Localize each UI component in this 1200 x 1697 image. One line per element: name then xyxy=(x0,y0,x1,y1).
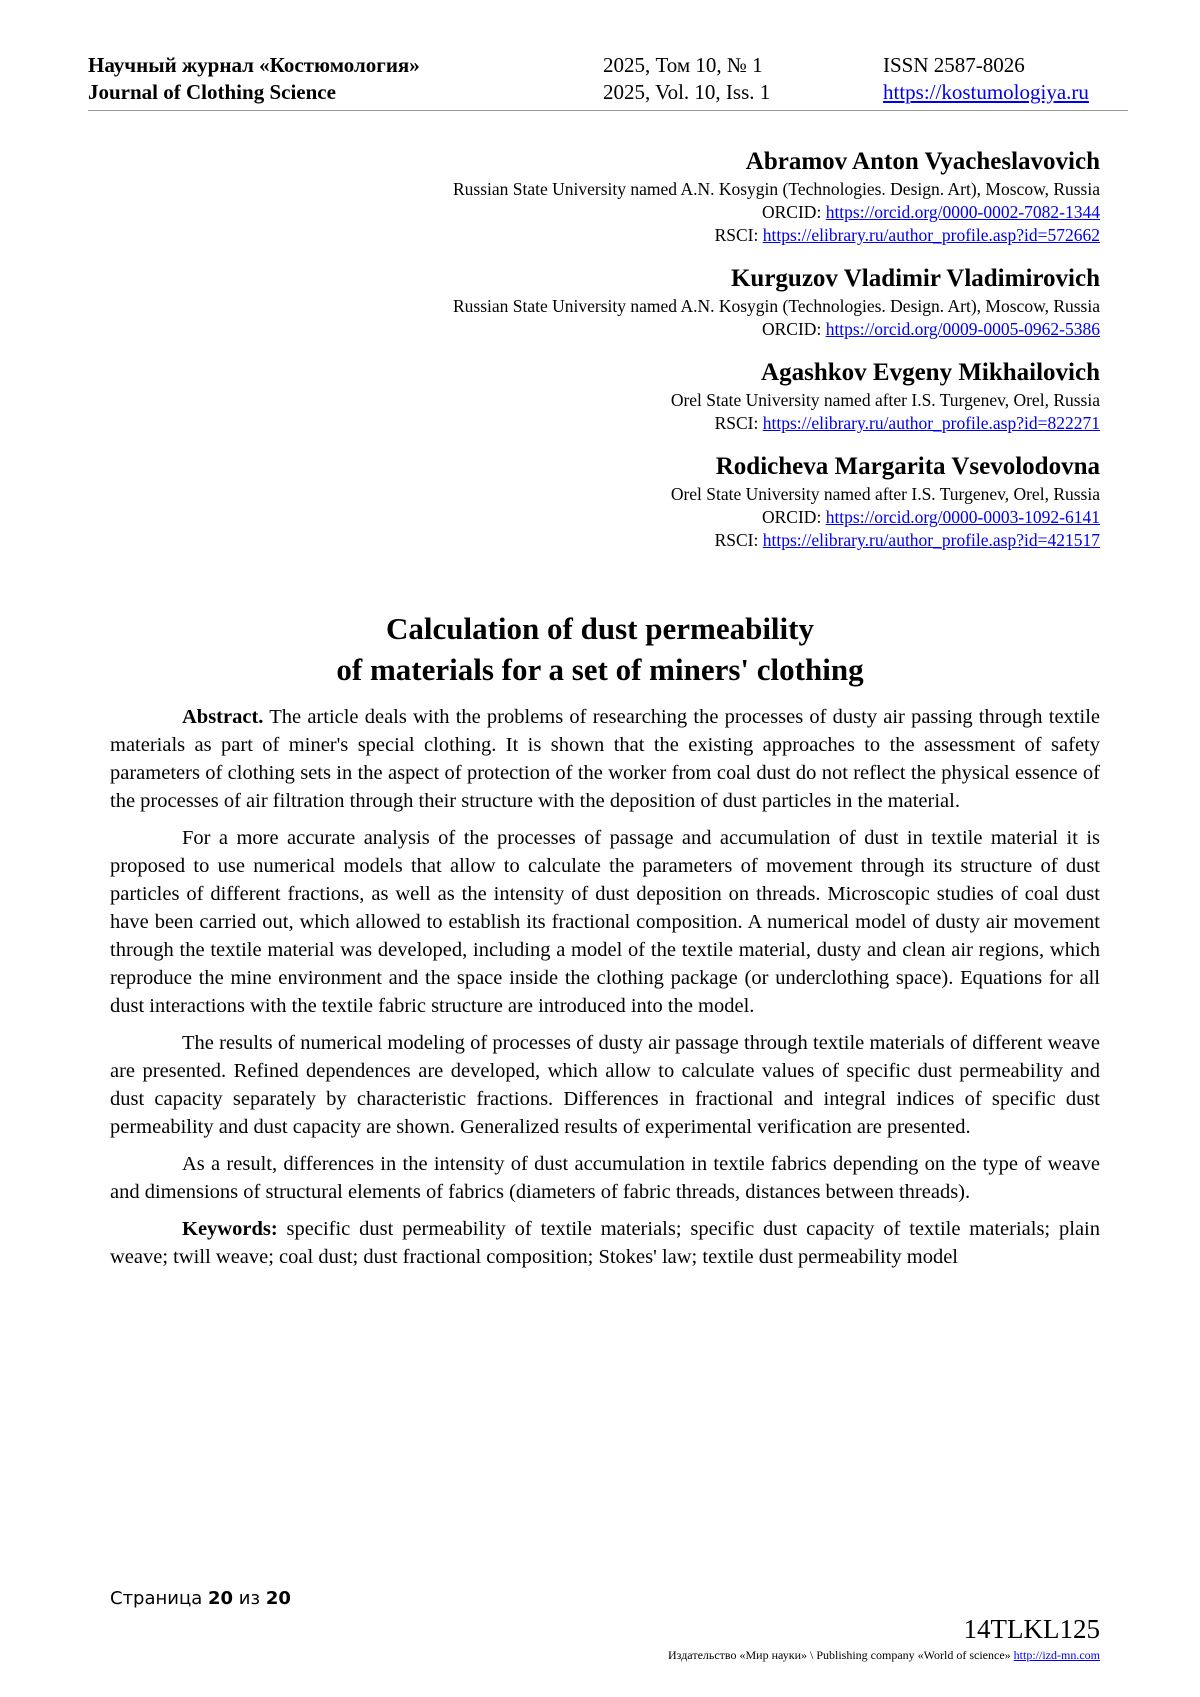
journal-url-link[interactable]: https://kostumologiya.ru xyxy=(883,80,1089,104)
author-affiliation: Orel State University named after I.S. Turgenev, Orel, Russia xyxy=(670,484,1100,504)
issue-block xyxy=(603,52,770,106)
abstract-text: The article deals with the problems of researching the processes of dusty air passing through textile materials as part of miner's special clothing. It is shown that the existing approaches to the assessment of safety parameters of clothing sets in the aspect of protection of the worker from coal dust do not reflect the physical essence of the processes of air filtration through their structure with the deposition of dust particles in the material. xyxy=(110,706,1100,812)
author-block xyxy=(280,357,1100,435)
author-rsci-line xyxy=(280,224,1100,247)
author-name: Agashkov Evgeny Mikhailovich xyxy=(761,359,1100,386)
author-affiliation: Orel State University named after I.S. Turgenev, Orel, Russia xyxy=(670,390,1100,410)
issn-block xyxy=(883,52,1089,106)
page-prefix: Страница xyxy=(110,1588,203,1609)
author-block xyxy=(280,263,1100,341)
title-line-1: Calculation of dust permeability xyxy=(386,611,814,646)
author-name: Abramov Anton Vyacheslavovich xyxy=(745,148,1100,175)
author-block xyxy=(280,146,1100,247)
authors-list xyxy=(280,146,1100,568)
author-name: Rodicheva Margarita Vsevolodovna xyxy=(715,453,1100,480)
journal-name-ru: Научный журнал «Костюмология» xyxy=(88,53,420,77)
orcid-link[interactable]: https://orcid.org/0000-0003-1092-6141 xyxy=(825,507,1100,527)
orcid-link[interactable]: https://orcid.org/0009-0005-0962-5386 xyxy=(825,319,1100,339)
author-orcid-line xyxy=(280,318,1100,341)
rsci-link[interactable]: https://elibrary.ru/author_profile.asp?id=822271 xyxy=(762,413,1100,433)
author-name: Kurguzov Vladimir Vladimirovich xyxy=(730,265,1100,292)
orcid-label: ORCID: xyxy=(762,319,822,339)
abstract-paragraph: The results of numerical modeling of processes of dusty air passage through textile materials of different weave are presented. Refined dependences are developed, which allow to calculate values of specific dust permeability and dust capacity separately by characteristic fractions. Differences in fractional and integral indices of specific dust permeability and dust capacity are shown. Generalized results of experimental verification are presented. xyxy=(110,1032,1100,1138)
author-block xyxy=(280,451,1100,552)
author-affiliation: Russian State University named A.N. Kosygin (Technologies. Design. Art), Moscow, Russia xyxy=(452,179,1100,199)
article-title xyxy=(100,608,1100,690)
orcid-label: ORCID: xyxy=(762,202,822,222)
publisher-link[interactable]: http://izd-mn.com xyxy=(1013,1648,1100,1662)
journal-name-en: Journal of Clothing Science xyxy=(88,80,336,104)
rsci-label: RSCI: xyxy=(714,225,759,245)
keywords-text: specific dust permeability of textile materials; specific dust capacity of textile materials; plain weave; twill weave; coal dust; dust fractional composition; Stokes' law; textile dust permeability model xyxy=(110,1218,1100,1268)
orcid-link[interactable]: https://orcid.org/0000-0002-7082-1344 xyxy=(825,202,1100,222)
issue-ru: 2025, Том 10, № 1 xyxy=(603,53,763,77)
rsci-label: RSCI: xyxy=(714,413,759,433)
rsci-link[interactable]: https://elibrary.ru/author_profile.asp?id=421517 xyxy=(762,530,1100,550)
author-orcid-line xyxy=(280,506,1100,529)
orcid-label: ORCID: xyxy=(762,507,822,527)
article-code: 14TLKL125 xyxy=(963,1614,1100,1644)
page-total: 20 xyxy=(265,1588,291,1609)
page-separator: из xyxy=(238,1588,261,1609)
publisher-text: Издательство «Мир науки» \ Publishing company «World of science» xyxy=(668,1648,1011,1662)
publisher-line xyxy=(668,1648,1100,1663)
rsci-label: RSCI: xyxy=(714,530,759,550)
abstract-paragraph: For a more accurate analysis of the processes of passage and accumulation of dust in textile material it is proposed to use numerical models that allow to calculate the parameters of movement through its structure of dust particles of different fractions, as well as the intensity of dust deposition on threads. Microscopic studies of coal dust have been carried out, which allowed to establish its fractional composition. A numerical model of dusty air movement through the textile material was developed, including a model of the textile material, dusty and clean air regions, which reproduce the mine environment and the space inside the clothing package (or underclothing space). Equations for all dust interactions with the textile fabric structure are introduced into the model. xyxy=(110,827,1100,1017)
page-number xyxy=(110,1588,291,1609)
issue-en: 2025, Vol. 10, Iss. 1 xyxy=(603,80,771,104)
page-current: 20 xyxy=(208,1588,234,1609)
author-rsci-line xyxy=(280,412,1100,435)
author-orcid-line xyxy=(280,201,1100,224)
rsci-link[interactable]: https://elibrary.ru/author_profile.asp?id=572662 xyxy=(762,225,1100,245)
issn: ISSN 2587-8026 xyxy=(883,53,1025,77)
abstract-label: Abstract. xyxy=(182,706,264,728)
author-affiliation: Russian State University named A.N. Kosygin (Technologies. Design. Art), Moscow, Russia xyxy=(452,296,1100,316)
title-line-2: of materials for a set of miners' clothing xyxy=(336,652,864,687)
keywords-label: Keywords: xyxy=(182,1218,278,1240)
abstract-paragraph xyxy=(110,703,1100,815)
abstract-section xyxy=(110,703,1100,1280)
journal-name-block xyxy=(88,52,420,106)
abstract-paragraph: As a result, differences in the intensity of dust accumulation in textile fabrics depending on the type of weave and dimensions of structural elements of fabrics (diameters of fabric threads, distances between threads). xyxy=(110,1153,1100,1203)
keywords-paragraph xyxy=(110,1215,1100,1271)
journal-header xyxy=(88,52,1128,111)
author-rsci-line xyxy=(280,529,1100,552)
